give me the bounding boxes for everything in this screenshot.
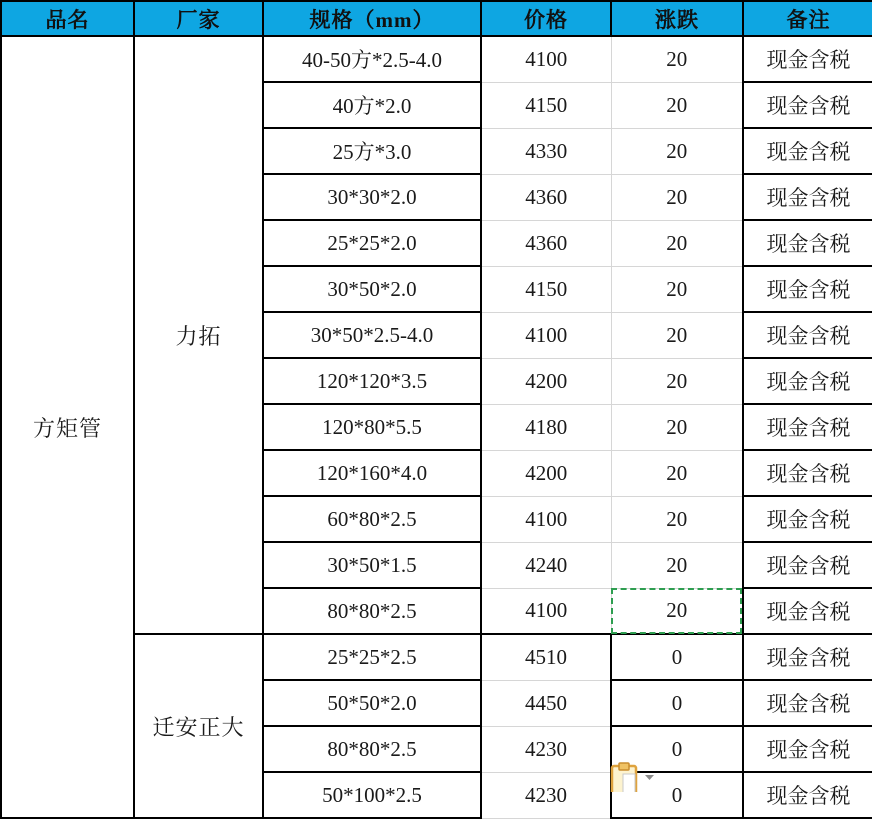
spec-cell[interactable]: 30*50*2.5-4.0 [263, 312, 481, 358]
remark-cell[interactable]: 现金含税 [743, 542, 872, 588]
price-cell[interactable]: 4240 [481, 542, 611, 588]
header-product[interactable]: 品名 [1, 1, 134, 36]
spec-cell[interactable]: 80*80*2.5 [263, 726, 481, 772]
spec-cell[interactable]: 25*25*2.0 [263, 220, 481, 266]
remark-cell[interactable]: 现金含税 [743, 174, 872, 220]
remark-cell[interactable]: 现金含税 [743, 36, 872, 82]
clipboard-icon [609, 762, 661, 792]
header-row [1, 1, 872, 36]
spec-cell[interactable]: 25方*3.0 [263, 128, 481, 174]
remark-cell[interactable]: 现金含税 [743, 634, 872, 680]
price-cell[interactable]: 4200 [481, 450, 611, 496]
manufacturer-cell-litu[interactable]: 力拓 [134, 36, 263, 634]
spec-cell[interactable]: 25*25*2.5 [263, 634, 481, 680]
header-remark[interactable]: 备注 [743, 1, 872, 36]
price-cell[interactable]: 4200 [481, 358, 611, 404]
paste-options-icon[interactable] [609, 762, 661, 792]
header-spec[interactable]: 规格（mm） [263, 1, 481, 36]
price-cell[interactable]: 4360 [481, 220, 611, 266]
change-cell[interactable]: 20 [611, 174, 743, 220]
spec-cell[interactable]: 120*120*3.5 [263, 358, 481, 404]
change-cell[interactable]: 20 [611, 450, 743, 496]
change-cell[interactable]: 20 [611, 82, 743, 128]
price-cell[interactable]: 4100 [481, 36, 611, 82]
change-cell[interactable]: 20 [611, 358, 743, 404]
remark-cell[interactable]: 现金含税 [743, 680, 872, 726]
header-price[interactable]: 价格 [481, 1, 611, 36]
spec-cell[interactable]: 120*160*4.0 [263, 450, 481, 496]
spec-cell[interactable]: 80*80*2.5 [263, 588, 481, 634]
change-cell[interactable]: 20 [611, 496, 743, 542]
remark-cell[interactable]: 现金含税 [743, 312, 872, 358]
price-cell[interactable]: 4510 [481, 634, 611, 680]
remark-cell[interactable]: 现金含税 [743, 450, 872, 496]
change-cell[interactable]: 20 [611, 404, 743, 450]
change-cell[interactable]: 20 [611, 312, 743, 358]
remark-cell[interactable]: 现金含税 [743, 772, 872, 818]
price-cell[interactable]: 4330 [481, 128, 611, 174]
remark-cell[interactable]: 现金含税 [743, 726, 872, 772]
spec-cell[interactable]: 50*50*2.0 [263, 680, 481, 726]
price-cell[interactable]: 4100 [481, 312, 611, 358]
spec-cell[interactable]: 40方*2.0 [263, 82, 481, 128]
spec-cell[interactable]: 30*50*2.0 [263, 266, 481, 312]
price-cell[interactable]: 4450 [481, 680, 611, 726]
remark-cell[interactable]: 现金含税 [743, 358, 872, 404]
price-cell[interactable]: 4150 [481, 266, 611, 312]
change-cell[interactable]: 0 [611, 634, 743, 680]
change-cell[interactable]: 20 [611, 36, 743, 82]
price-cell[interactable]: 4100 [481, 588, 611, 634]
change-cell[interactable]: 0 [611, 726, 743, 772]
spec-cell[interactable]: 30*30*2.0 [263, 174, 481, 220]
change-cell[interactable]: 0 [611, 680, 743, 726]
price-cell[interactable]: 4150 [481, 82, 611, 128]
price-cell[interactable]: 4230 [481, 726, 611, 772]
header-change[interactable]: 涨跌 [611, 1, 743, 36]
remark-cell[interactable]: 现金含税 [743, 82, 872, 128]
remark-cell[interactable]: 现金含税 [743, 496, 872, 542]
table-row [1, 36, 872, 82]
remark-cell[interactable]: 现金含税 [743, 588, 872, 634]
spec-cell[interactable]: 50*100*2.5 [263, 772, 481, 818]
product-cell[interactable]: 方矩管 [1, 36, 134, 818]
price-cell[interactable]: 4180 [481, 404, 611, 450]
spec-cell[interactable]: 40-50方*2.5-4.0 [263, 36, 481, 82]
remark-cell[interactable]: 现金含税 [743, 266, 872, 312]
manufacturer-cell-qiananzhengda[interactable]: 迁安正大 [134, 634, 263, 818]
change-cell[interactable]: 20 [611, 266, 743, 312]
change-cell[interactable]: 20 [611, 128, 743, 174]
price-cell[interactable]: 4360 [481, 174, 611, 220]
change-cell-copied[interactable] [611, 588, 743, 634]
change-cell[interactable]: 0 [611, 772, 743, 818]
change-cell[interactable]: 20 [611, 542, 743, 588]
change-cell[interactable]: 20 [611, 220, 743, 266]
remark-cell[interactable]: 现金含税 [743, 220, 872, 266]
spec-cell[interactable]: 120*80*5.5 [263, 404, 481, 450]
header-manufacturer[interactable]: 厂家 [134, 1, 263, 36]
remark-cell[interactable]: 现金含税 [743, 404, 872, 450]
change-value: 20 [666, 598, 688, 623]
spec-cell[interactable]: 30*50*1.5 [263, 542, 481, 588]
price-cell[interactable]: 4230 [481, 772, 611, 818]
spec-cell[interactable]: 60*80*2.5 [263, 496, 481, 542]
remark-cell[interactable]: 现金含税 [743, 128, 872, 174]
price-cell[interactable]: 4100 [481, 496, 611, 542]
